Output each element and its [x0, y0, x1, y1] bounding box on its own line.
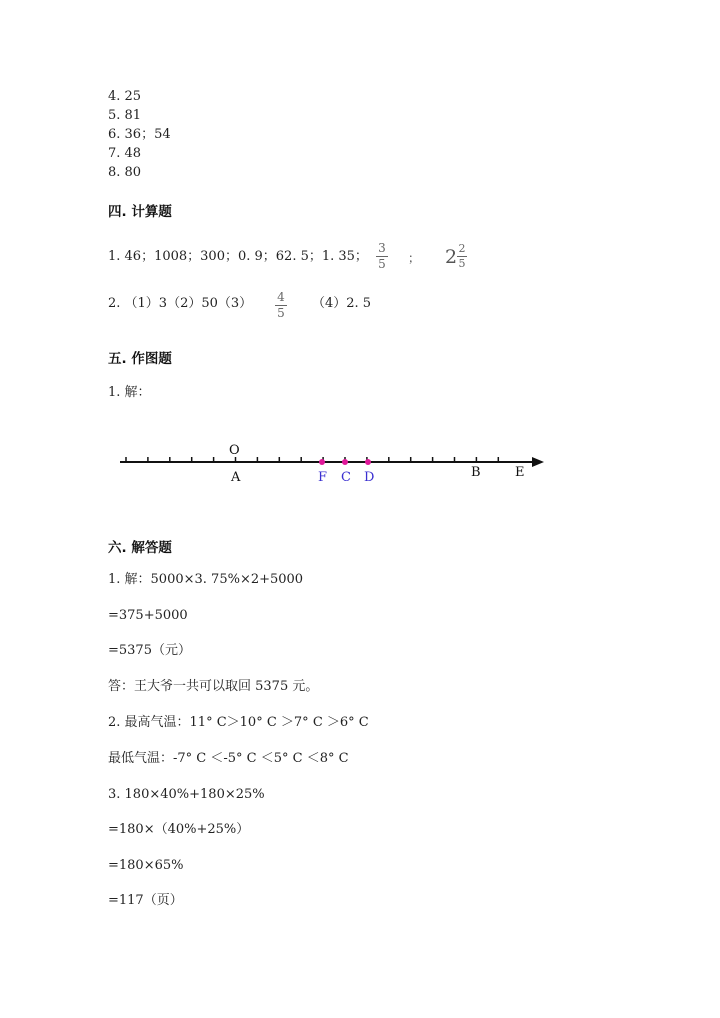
- section-heading-calculation: 四. 计算题: [108, 204, 172, 220]
- label-b: B: [471, 465, 481, 480]
- fraction-numerator: 4: [277, 290, 285, 304]
- point-d-marker: [365, 459, 371, 465]
- solution-line: 2. 最高气温：11° C＞10° C ＞7° C ＞6° C: [108, 715, 369, 730]
- point-f-marker: [319, 459, 325, 465]
- solution-line: =180×（40%+25%）: [108, 822, 250, 837]
- label-d: D: [364, 470, 375, 485]
- separator: ；: [408, 251, 421, 265]
- calc-answer-2: 2. （1）3（2）50（3）: [108, 296, 253, 311]
- answer-line: 7. 48: [108, 146, 142, 161]
- label-e: E: [515, 465, 525, 480]
- fraction-denominator: 5: [378, 257, 386, 271]
- solution-line: 答：王大爷一共可以取回 5375 元。: [108, 679, 319, 694]
- answer-line: 8. 80: [108, 165, 142, 180]
- answer-line: 5. 81: [108, 108, 142, 123]
- section-heading-solution: 六. 解答题: [108, 540, 172, 556]
- fraction: [376, 242, 388, 271]
- label-a: A: [231, 470, 241, 485]
- point-c-marker: [342, 459, 348, 465]
- number-line-arrow: [532, 457, 544, 467]
- solution-line: =180×65%: [108, 858, 184, 873]
- section-heading-drawing: 五. 作图题: [108, 351, 172, 367]
- fraction: [275, 291, 287, 320]
- solution-line: 最低气温：-7° C ＜-5° C ＜5° C ＜8° C: [108, 751, 349, 766]
- solution-line: 1. 解：5000×3. 75%×2+5000: [108, 572, 304, 587]
- mixed-number-whole: 2: [445, 246, 458, 268]
- fraction-denominator: 5: [458, 257, 466, 270]
- fraction-numerator: 3: [378, 241, 386, 255]
- fraction-numerator: 2: [458, 242, 466, 255]
- solution-line: =375+5000: [108, 608, 188, 623]
- calc-answer-1: 1. 46；1008；300；0. 9；62. 5；1. 35；: [108, 249, 368, 264]
- label-c: C: [341, 470, 351, 485]
- fraction-denominator: 5: [277, 306, 285, 320]
- solution-line: =117（页）: [108, 893, 183, 908]
- solution-line: 3. 180×40%+180×25%: [108, 787, 265, 802]
- calc-answer-2-tail: （4）2. 5: [312, 296, 372, 311]
- answer-line: 4. 25: [108, 89, 142, 104]
- drawing-answer-label: 1. 解：: [108, 385, 151, 400]
- fraction: [457, 243, 467, 270]
- number-line: [0, 430, 720, 500]
- solution-line: =5375（元）: [108, 643, 191, 658]
- answer-line: 6. 36；54: [108, 127, 171, 142]
- label-f: F: [318, 470, 328, 485]
- label-origin: O: [229, 443, 240, 458]
